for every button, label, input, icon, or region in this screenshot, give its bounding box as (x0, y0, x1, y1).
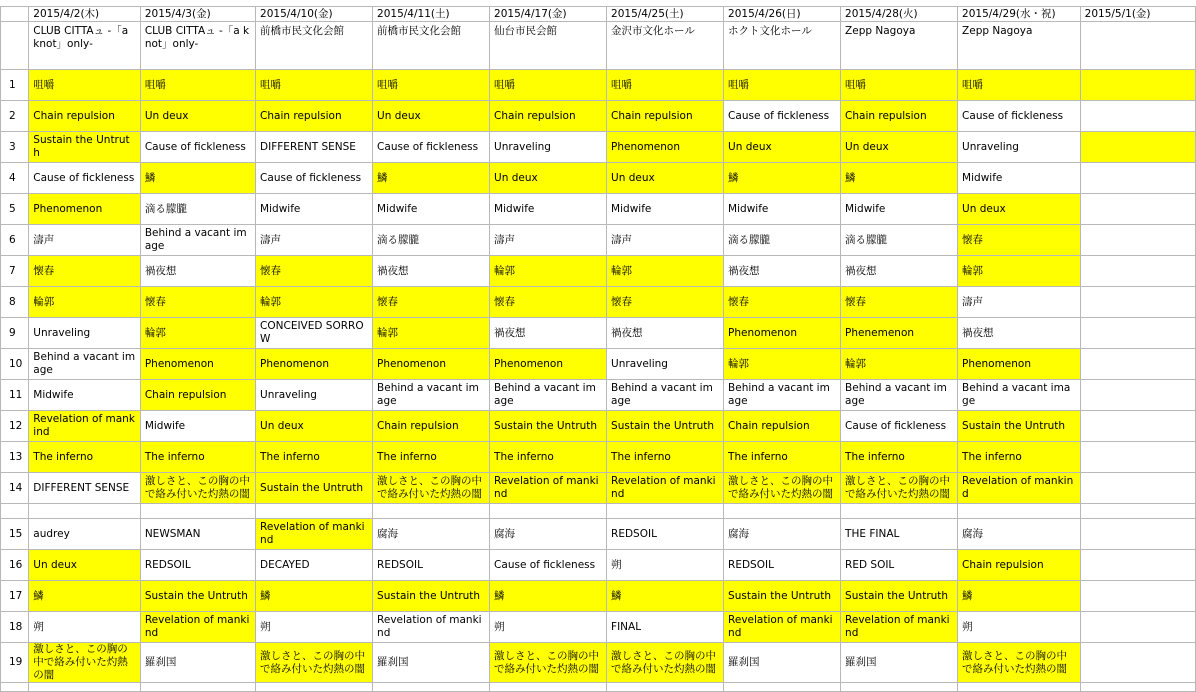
date-cell[interactable]: 2015/4/3(金) (140, 7, 255, 22)
song-cell[interactable]: Sustain the Untruth (607, 411, 724, 442)
song-cell[interactable]: Revelation of mankind (29, 411, 141, 442)
song-cell[interactable]: Chain repulsion (958, 550, 1081, 581)
song-cell[interactable]: Midwife (490, 194, 607, 225)
empty-cell[interactable] (256, 504, 373, 519)
empty-cell[interactable] (490, 504, 607, 519)
song-row (1, 132, 1196, 163)
song-cell[interactable]: Sustain the Untruth (490, 411, 607, 442)
song-number-cell[interactable]: 13 (1, 442, 29, 473)
song-cell[interactable]: 懐春 (256, 256, 373, 287)
date-cell[interactable]: 2015/4/26(日) (724, 7, 841, 22)
song-cell[interactable]: Chain repulsion (841, 101, 958, 132)
song-cell[interactable]: Midwife (29, 380, 141, 411)
date-cell[interactable]: 2015/4/25(土) (607, 7, 724, 22)
song-cell[interactable]: Un deux (140, 101, 255, 132)
song-cell[interactable]: Phenomenon (607, 132, 724, 163)
song-cell[interactable]: Cause of fickleness (256, 163, 373, 194)
song-row (1, 287, 1196, 318)
song-cell[interactable]: Unraveling (256, 380, 373, 411)
song-cell[interactable] (1080, 473, 1195, 504)
song-row (1, 225, 1196, 256)
song-cell[interactable]: Phenomenon (29, 194, 141, 225)
empty-cell[interactable] (607, 683, 724, 692)
song-row (1, 411, 1196, 442)
song-cell[interactable]: Un deux (724, 132, 841, 163)
song-cell[interactable]: 朔 (29, 612, 141, 643)
song-cell[interactable]: CONCEIVED SORROW (256, 318, 373, 349)
song-cell[interactable]: Un deux (958, 194, 1081, 225)
song-cell[interactable]: 禍夜想 (724, 256, 841, 287)
song-number-cell[interactable]: 17 (1, 581, 29, 612)
song-cell[interactable]: 朔 (958, 612, 1081, 643)
song-number-cell[interactable]: 9 (1, 318, 29, 349)
venue-cell[interactable]: 前橋市民文化会館 (256, 22, 373, 70)
empty-cell[interactable] (373, 683, 490, 692)
song-cell[interactable]: 禍夜想 (958, 318, 1081, 349)
song-cell[interactable] (1080, 287, 1195, 318)
song-cell[interactable]: Chain repulsion (29, 101, 141, 132)
song-cell[interactable]: The inferno (841, 442, 958, 473)
song-cell[interactable]: 濤声 (490, 225, 607, 256)
song-number-cell[interactable]: 19 (1, 643, 29, 683)
song-cell[interactable]: Cause of fickleness (373, 132, 490, 163)
empty-cell[interactable] (29, 683, 141, 692)
song-cell[interactable]: Sustain the Untruth (841, 581, 958, 612)
song-row (1, 473, 1196, 504)
date-cell[interactable]: 2015/4/2(木) (29, 7, 141, 22)
encore-divider-row (1, 504, 1196, 519)
venue-cell[interactable]: CLUB CITTAュ -「a knot」only- (140, 22, 255, 70)
venue-row-number-cell[interactable] (1, 22, 29, 70)
song-cell[interactable]: Cause of fickleness (841, 411, 958, 442)
song-row (1, 380, 1196, 411)
date-cell[interactable]: 2015/5/1(金) (1080, 7, 1195, 22)
song-cell[interactable]: REDSOIL (373, 550, 490, 581)
song-cell[interactable]: Revelation of mankind (140, 612, 255, 643)
song-cell[interactable]: 懐春 (841, 287, 958, 318)
song-cell[interactable]: Behind a vacant image (958, 380, 1081, 411)
song-cell[interactable]: 鱗 (841, 163, 958, 194)
song-cell[interactable]: DECAYED (256, 550, 373, 581)
song-cell[interactable]: 禍夜想 (607, 318, 724, 349)
song-cell[interactable]: 滴る朦朧 (373, 225, 490, 256)
song-cell[interactable]: Behind a vacant image (490, 380, 607, 411)
song-cell[interactable]: 腐海 (490, 519, 607, 550)
song-cell[interactable]: Chain repulsion (490, 101, 607, 132)
song-cell[interactable]: 羅刹国 (724, 643, 841, 683)
song-cell[interactable]: 鱗 (490, 581, 607, 612)
song-cell[interactable]: 輪郭 (841, 349, 958, 380)
song-cell[interactable]: 激しさと、この胸の中で絡み付いた灼熱の闇 (958, 643, 1081, 683)
song-row (1, 163, 1196, 194)
song-cell[interactable]: audrey (29, 519, 141, 550)
song-cell[interactable] (1080, 349, 1195, 380)
song-cell[interactable]: 禍夜想 (140, 256, 255, 287)
empty-cell[interactable] (1080, 504, 1195, 519)
song-cell[interactable]: The inferno (724, 442, 841, 473)
song-cell[interactable]: Behind a vacant image (29, 349, 141, 380)
venue-cell[interactable]: 仙台市民会館 (490, 22, 607, 70)
song-cell[interactable]: Revelation of mankind (958, 473, 1081, 504)
song-row (1, 194, 1196, 225)
song-number-cell[interactable]: 8 (1, 287, 29, 318)
song-number-cell[interactable]: 1 (1, 70, 29, 101)
empty-cell[interactable] (1, 504, 29, 519)
song-cell[interactable]: 羅刹国 (373, 643, 490, 683)
song-cell[interactable]: REDSOIL (140, 550, 255, 581)
song-cell[interactable]: Behind a vacant image (724, 380, 841, 411)
song-row (1, 101, 1196, 132)
song-cell[interactable]: 滴る朦朧 (724, 225, 841, 256)
song-cell[interactable]: 激しさと、この胸の中で絡み付いた灼熱の闇 (724, 473, 841, 504)
song-cell[interactable] (1080, 411, 1195, 442)
song-cell[interactable]: 濤声 (29, 225, 141, 256)
song-cell[interactable]: Chain repulsion (373, 411, 490, 442)
song-row (1, 519, 1196, 550)
song-cell[interactable]: 禍夜想 (490, 318, 607, 349)
venue-cell[interactable]: Zepp Nagoya (841, 22, 958, 70)
song-cell[interactable]: 輪郭 (373, 318, 490, 349)
song-row (1, 550, 1196, 581)
song-cell[interactable]: The inferno (958, 442, 1081, 473)
song-cell[interactable]: Midwife (607, 194, 724, 225)
empty-cell[interactable] (140, 504, 255, 519)
song-cell[interactable] (1080, 442, 1195, 473)
song-cell[interactable]: Unraveling (607, 349, 724, 380)
song-cell[interactable]: 激しさと、この胸の中で絡み付いた灼熱の闇 (373, 473, 490, 504)
song-number-cell[interactable]: 3 (1, 132, 29, 163)
song-cell[interactable]: Sustain the Untruth (724, 581, 841, 612)
song-cell[interactable]: 咀嚼 (29, 70, 141, 101)
song-cell[interactable]: 輪郭 (958, 256, 1081, 287)
song-cell[interactable]: 咀嚼 (490, 70, 607, 101)
venue-cell[interactable]: Zepp Nagoya (958, 22, 1081, 70)
song-cell[interactable]: 咀嚼 (841, 70, 958, 101)
song-cell[interactable]: Chain repulsion (256, 101, 373, 132)
song-cell[interactable]: 鱗 (256, 581, 373, 612)
song-cell[interactable]: 鱗 (724, 163, 841, 194)
song-cell[interactable] (1080, 612, 1195, 643)
song-cell[interactable]: 激しさと、この胸の中で絡み付いた灼熱の闇 (140, 473, 255, 504)
song-cell[interactable]: Midwife (724, 194, 841, 225)
song-cell[interactable]: Midwife (373, 194, 490, 225)
song-cell[interactable]: 鱗 (29, 581, 141, 612)
song-cell[interactable] (1080, 225, 1195, 256)
song-cell[interactable] (1080, 194, 1195, 225)
empty-cell[interactable] (1, 683, 29, 692)
song-cell[interactable]: 朔 (256, 612, 373, 643)
song-cell[interactable]: Un deux (841, 132, 958, 163)
song-cell[interactable]: Revelation of mankind (256, 519, 373, 550)
song-cell[interactable]: Cause of fickleness (490, 550, 607, 581)
venue-cell[interactable]: CLUB CITTAュ -「a knot」only- (29, 22, 141, 70)
song-cell[interactable]: 激しさと、この胸の中で絡み付いた灼熱の闇 (607, 643, 724, 683)
empty-cell[interactable] (607, 504, 724, 519)
song-cell[interactable]: The inferno (607, 442, 724, 473)
song-cell[interactable] (1080, 380, 1195, 411)
song-cell[interactable]: Behind a vacant image (373, 380, 490, 411)
song-cell[interactable]: Sustain the Untruth (373, 581, 490, 612)
song-row (1, 612, 1196, 643)
song-cell[interactable]: 懐春 (958, 225, 1081, 256)
song-cell[interactable] (1080, 163, 1195, 194)
song-cell[interactable]: 鱗 (373, 163, 490, 194)
song-cell[interactable]: Sustain the Untruth (256, 473, 373, 504)
empty-cell[interactable] (958, 683, 1081, 692)
song-cell[interactable] (1080, 643, 1195, 683)
empty-cell[interactable] (373, 504, 490, 519)
song-cell[interactable]: 懐春 (490, 287, 607, 318)
date-cell[interactable]: 2015/4/17(金) (490, 7, 607, 22)
song-number-cell[interactable]: 18 (1, 612, 29, 643)
song-cell[interactable]: Un deux (373, 101, 490, 132)
song-cell[interactable]: 禍夜想 (373, 256, 490, 287)
song-cell[interactable]: 濤声 (607, 225, 724, 256)
song-cell[interactable]: Behind a vacant image (140, 225, 255, 256)
song-cell[interactable]: Midwife (958, 163, 1081, 194)
song-number-cell[interactable]: 11 (1, 380, 29, 411)
song-cell[interactable]: 懐春 (29, 256, 141, 287)
empty-cell[interactable] (724, 683, 841, 692)
song-number-cell[interactable]: 16 (1, 550, 29, 581)
song-cell[interactable]: 濤声 (256, 225, 373, 256)
song-cell[interactable]: The inferno (29, 442, 141, 473)
date-header-row (1, 7, 1196, 22)
song-cell[interactable]: 滴る朦朧 (140, 194, 255, 225)
song-cell[interactable] (1080, 70, 1195, 101)
song-cell[interactable]: 咀嚼 (256, 70, 373, 101)
date-cell[interactable]: 2015/4/28(火) (841, 7, 958, 22)
song-number-cell[interactable]: 4 (1, 163, 29, 194)
song-cell[interactable]: Phenomenon (256, 349, 373, 380)
song-cell[interactable]: 輪郭 (607, 256, 724, 287)
song-number-cell[interactable]: 7 (1, 256, 29, 287)
song-cell[interactable]: Phenemenon (841, 318, 958, 349)
song-cell[interactable] (1080, 101, 1195, 132)
date-cell[interactable]: 2015/4/10(金) (256, 7, 373, 22)
song-cell[interactable]: Phenomenon (490, 349, 607, 380)
song-number-cell[interactable]: 5 (1, 194, 29, 225)
song-row (1, 643, 1196, 683)
song-row (1, 70, 1196, 101)
song-cell[interactable]: 咀嚼 (373, 70, 490, 101)
song-cell[interactable]: Midwife (256, 194, 373, 225)
venue-cell[interactable] (1080, 22, 1195, 70)
song-cell[interactable]: 懐春 (724, 287, 841, 318)
song-row (1, 256, 1196, 287)
venue-cell[interactable]: 金沢市文化ホール (607, 22, 724, 70)
song-cell[interactable]: Unraveling (490, 132, 607, 163)
song-cell[interactable]: Un deux (490, 163, 607, 194)
song-number-cell[interactable]: 12 (1, 411, 29, 442)
song-cell[interactable]: Un deux (29, 550, 141, 581)
song-cell[interactable]: 激しさと、この胸の中で絡み付いた灼熱の闇 (841, 473, 958, 504)
setlist-table (0, 6, 1196, 692)
venue-cell[interactable]: 前橋市民文化会館 (373, 22, 490, 70)
song-cell[interactable]: Revelation of mankind (841, 612, 958, 643)
song-cell[interactable]: DIFFERENT SENSE (256, 132, 373, 163)
song-cell[interactable]: 鱗 (140, 163, 255, 194)
song-cell[interactable]: Behind a vacant image (841, 380, 958, 411)
song-cell[interactable]: Un deux (607, 163, 724, 194)
song-cell[interactable]: 腐海 (958, 519, 1081, 550)
song-cell[interactable] (1080, 318, 1195, 349)
empty-cell[interactable] (1080, 683, 1195, 692)
song-cell[interactable]: 禍夜想 (841, 256, 958, 287)
song-cell[interactable]: 輪郭 (724, 349, 841, 380)
song-cell[interactable]: Cause of fickleness (958, 101, 1081, 132)
song-cell[interactable]: Cause of fickleness (29, 163, 141, 194)
song-number-cell[interactable]: 14 (1, 473, 29, 504)
song-cell[interactable]: REDSOIL (724, 550, 841, 581)
song-row (1, 318, 1196, 349)
empty-cell[interactable] (724, 504, 841, 519)
song-number-cell[interactable]: 6 (1, 225, 29, 256)
song-cell[interactable]: Cause of fickleness (724, 101, 841, 132)
song-cell[interactable]: 咀嚼 (958, 70, 1081, 101)
song-cell[interactable]: Phenomenon (140, 349, 255, 380)
song-cell[interactable]: 輪郭 (490, 256, 607, 287)
song-cell[interactable]: 滴る朦朧 (841, 225, 958, 256)
empty-cell[interactable] (256, 683, 373, 692)
song-cell[interactable]: 激しさと、この胸の中で絡み付いた灼熱の闇 (256, 643, 373, 683)
song-cell[interactable] (1080, 132, 1195, 163)
corner-cell[interactable] (1, 7, 29, 22)
song-number-cell[interactable]: 10 (1, 349, 29, 380)
empty-cell[interactable] (958, 504, 1081, 519)
song-cell[interactable]: 腐海 (724, 519, 841, 550)
song-cell[interactable] (1080, 581, 1195, 612)
song-cell[interactable]: 咀嚼 (724, 70, 841, 101)
empty-cell[interactable] (140, 683, 255, 692)
song-cell[interactable]: Midwife (140, 411, 255, 442)
song-cell[interactable]: Unraveling (29, 318, 141, 349)
song-number-cell[interactable]: 2 (1, 101, 29, 132)
song-cell[interactable]: 輪郭 (29, 287, 141, 318)
song-row (1, 349, 1196, 380)
song-cell[interactable]: RED SOIL (841, 550, 958, 581)
song-cell[interactable]: 懐春 (140, 287, 255, 318)
song-cell[interactable]: 朔 (490, 612, 607, 643)
date-cell[interactable]: 2015/4/29(水・祝) (958, 7, 1081, 22)
song-cell[interactable]: Revelation of mankind (607, 473, 724, 504)
song-cell[interactable]: 懐春 (607, 287, 724, 318)
song-cell[interactable]: The inferno (373, 442, 490, 473)
song-cell[interactable]: Midwife (841, 194, 958, 225)
song-cell[interactable]: Un deux (256, 411, 373, 442)
song-cell[interactable]: Revelation of mankind (373, 612, 490, 643)
song-cell[interactable]: REDSOIL (607, 519, 724, 550)
song-cell[interactable]: Chain repulsion (140, 380, 255, 411)
song-cell[interactable]: Sustain the Untruth (958, 411, 1081, 442)
song-cell[interactable]: The inferno (256, 442, 373, 473)
song-cell[interactable]: Revelation of mankind (724, 612, 841, 643)
song-number-cell[interactable]: 15 (1, 519, 29, 550)
trailing-row (1, 683, 1196, 692)
song-cell[interactable]: 咀嚼 (140, 70, 255, 101)
song-cell[interactable]: THE FINAL (841, 519, 958, 550)
song-cell[interactable]: Revelation of mankind (490, 473, 607, 504)
song-cell[interactable]: 輪郭 (256, 287, 373, 318)
song-cell[interactable]: Phenomenon (373, 349, 490, 380)
song-cell[interactable]: Chain repulsion (724, 411, 841, 442)
empty-cell[interactable] (29, 504, 141, 519)
song-cell[interactable]: The inferno (490, 442, 607, 473)
song-cell[interactable]: Phenomenon (724, 318, 841, 349)
song-cell[interactable] (1080, 519, 1195, 550)
song-cell[interactable]: Chain repulsion (607, 101, 724, 132)
empty-cell[interactable] (841, 504, 958, 519)
song-cell[interactable]: 羅刹国 (140, 643, 255, 683)
empty-cell[interactable] (841, 683, 958, 692)
song-cell[interactable]: The inferno (140, 442, 255, 473)
song-cell[interactable] (1080, 256, 1195, 287)
song-row (1, 581, 1196, 612)
song-cell[interactable] (1080, 550, 1195, 581)
song-cell[interactable]: NEWSMAN (140, 519, 255, 550)
song-cell[interactable]: DIFFERENT SENSE (29, 473, 141, 504)
song-cell[interactable]: Phenomenon (958, 349, 1081, 380)
song-cell[interactable]: 咀嚼 (607, 70, 724, 101)
song-cell[interactable]: Unraveling (958, 132, 1081, 163)
song-cell[interactable]: 腐海 (373, 519, 490, 550)
song-row (1, 442, 1196, 473)
song-cell[interactable]: Cause of fickleness (140, 132, 255, 163)
song-cell[interactable]: 激しさと、この胸の中で絡み付いた灼熱の闇 (490, 643, 607, 683)
song-cell[interactable]: Sustain the Untruth (140, 581, 255, 612)
song-cell[interactable]: 朔 (607, 550, 724, 581)
song-cell[interactable]: 輪郭 (140, 318, 255, 349)
song-cell[interactable]: 羅刹国 (841, 643, 958, 683)
song-cell[interactable]: 鱗 (607, 581, 724, 612)
song-cell[interactable]: 濤声 (958, 287, 1081, 318)
venue-row (1, 22, 1196, 70)
song-cell[interactable]: FINAL (607, 612, 724, 643)
song-cell[interactable]: Behind a vacant image (607, 380, 724, 411)
song-cell[interactable]: Sustain the Untruth (29, 132, 141, 163)
song-cell[interactable]: 激しさと、この胸の中で絡み付いた灼熱の闇 (29, 643, 141, 683)
venue-cell[interactable]: ホクト文化ホール (724, 22, 841, 70)
song-cell[interactable]: 鱗 (958, 581, 1081, 612)
date-cell[interactable]: 2015/4/11(土) (373, 7, 490, 22)
song-cell[interactable]: 懐春 (373, 287, 490, 318)
empty-cell[interactable] (490, 683, 607, 692)
